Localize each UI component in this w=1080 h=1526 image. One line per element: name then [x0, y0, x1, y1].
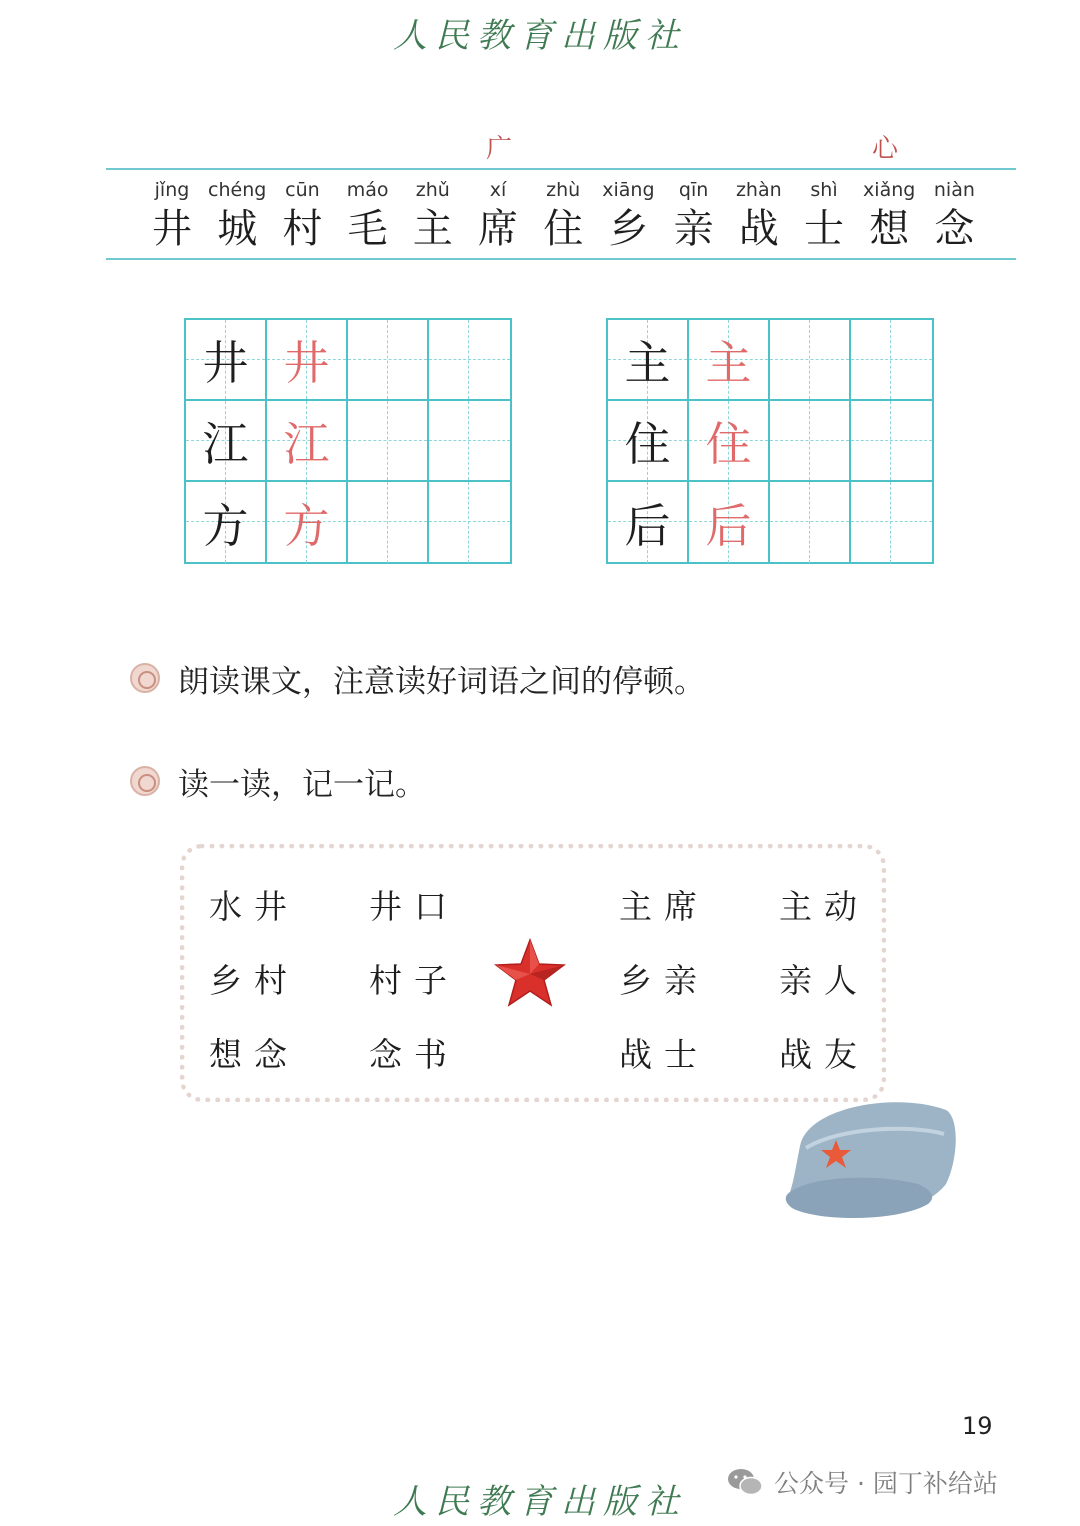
vocab-pinyin: chéng: [208, 179, 267, 201]
grid-cell: [348, 320, 429, 401]
vocab-character: 念: [934, 206, 975, 252]
grid-cell: [770, 482, 851, 563]
vocab-pinyin: cūn: [285, 179, 320, 201]
instruction: [130, 658, 705, 698]
wechat-icon: [726, 1467, 764, 1497]
word: 乡亲: [619, 961, 709, 1000]
trace-character: 井: [283, 335, 330, 390]
model-character: 江: [202, 416, 249, 471]
vocab-pinyin: xí: [489, 179, 507, 201]
grid-cell: [608, 320, 689, 401]
vocab-pinyin: jǐng: [154, 179, 190, 201]
trace-character: 住: [705, 416, 752, 471]
grid-cell: [689, 320, 770, 401]
model-character: 主: [624, 335, 671, 390]
grid-cell: [186, 482, 267, 563]
word: 战士: [619, 1035, 709, 1074]
vocab-top-rule: [106, 168, 1016, 170]
vocab-bottom-rule: [106, 258, 1016, 260]
vocab-character: 住: [543, 206, 584, 252]
vocab-character: 主: [412, 206, 453, 252]
vocab-item: [857, 176, 921, 252]
vocab-character: 士: [804, 206, 844, 252]
grid-cell: [267, 482, 348, 563]
word: 主席: [619, 887, 709, 926]
grid-cell: [267, 401, 348, 482]
vocab-item: [792, 176, 856, 252]
instruction-text: 读一读，记一记。: [178, 766, 426, 803]
word: 村子: [369, 961, 459, 1000]
publisher-header: 人民教育出版社: [393, 16, 687, 56]
grid-cell: [429, 482, 510, 563]
word: 井口: [369, 887, 459, 926]
radical-hint: 广: [486, 134, 513, 164]
vocab-character: 毛: [347, 206, 388, 252]
word: 战友: [779, 1035, 869, 1074]
word: 主动: [779, 887, 869, 926]
watermark-text: 公众号 · 园丁补给站: [774, 1469, 998, 1498]
grid-cell: [429, 320, 510, 401]
grid-cell: [689, 401, 770, 482]
vocab-pinyin: zhǔ: [415, 179, 450, 201]
instruction-icon: [130, 663, 160, 693]
model-character: 井: [202, 335, 249, 390]
word: 念书: [369, 1035, 459, 1074]
vocab-item: [140, 176, 204, 252]
vocab-character: 想: [869, 206, 910, 252]
grid-cell: [608, 482, 689, 563]
word: 乡村: [209, 961, 299, 1000]
grid-cell: [608, 401, 689, 482]
trace-character: 后: [705, 498, 752, 553]
grid-cell: [348, 482, 429, 563]
vocab-pinyin: shì: [810, 179, 838, 201]
page-number: 19: [962, 1412, 993, 1440]
word: 水井: [209, 887, 299, 926]
vocab-pinyin: xiāng: [602, 179, 655, 201]
vocab-item: [596, 176, 660, 252]
vocab-character: 亲: [673, 206, 714, 252]
vocab-item: [466, 176, 530, 252]
vocab-pinyin: xiǎng: [863, 179, 916, 201]
grid-cell: [348, 401, 429, 482]
vocab-item: [401, 176, 465, 252]
trace-character: 方: [283, 498, 330, 553]
vocab-item: [922, 176, 986, 252]
model-character: 后: [624, 498, 671, 553]
vocab-pinyin: zhàn: [735, 179, 782, 201]
word: 想念: [209, 1035, 299, 1074]
model-character: 方: [202, 498, 249, 553]
instruction-icon: [130, 766, 160, 796]
grid-cell: [770, 320, 851, 401]
trace-character: 江: [283, 416, 330, 471]
vocab-item: [531, 176, 595, 252]
vocab-character: 村: [282, 206, 323, 252]
vocab-character: 城: [217, 206, 258, 252]
instruction: [130, 761, 426, 801]
vocab-item: [270, 176, 334, 252]
vocab-item: [205, 176, 269, 252]
vocab-row: [140, 176, 1000, 256]
grid-cell: [429, 401, 510, 482]
model-character: 住: [624, 416, 671, 471]
vocab-item: [727, 176, 791, 252]
vocab-character: 席: [478, 206, 518, 252]
writing-grid-left: [184, 318, 512, 564]
word: 亲人: [779, 961, 869, 1000]
vocab-pinyin: máo: [346, 179, 389, 201]
instruction-text: 朗读课文，注意读好词语之间的停顿。: [178, 663, 705, 700]
star-icon: [494, 938, 566, 1008]
grid-cell: [186, 320, 267, 401]
vocab-item: [662, 176, 726, 252]
watermark: [726, 1462, 998, 1502]
cap-image: [778, 1088, 962, 1228]
vocab-character: 乡: [608, 206, 649, 252]
vocab-item: [336, 176, 400, 252]
writing-grid-right: [606, 318, 934, 564]
vocab-character: 井: [152, 206, 192, 252]
grid-cell: [851, 320, 932, 401]
publisher-footer: 人民教育出版社: [393, 1482, 687, 1522]
grid-cell: [186, 401, 267, 482]
radical-hint: 心: [872, 134, 899, 164]
vocab-pinyin: niàn: [933, 179, 975, 201]
vocab-character: 战: [738, 206, 779, 252]
grid-cell: [689, 482, 770, 563]
trace-character: 主: [705, 335, 752, 390]
vocab-pinyin: qīn: [678, 179, 709, 201]
grid-cell: [770, 401, 851, 482]
grid-cell: [851, 401, 932, 482]
vocab-pinyin: zhù: [546, 179, 581, 201]
grid-cell: [851, 482, 932, 563]
grid-cell: [267, 320, 348, 401]
